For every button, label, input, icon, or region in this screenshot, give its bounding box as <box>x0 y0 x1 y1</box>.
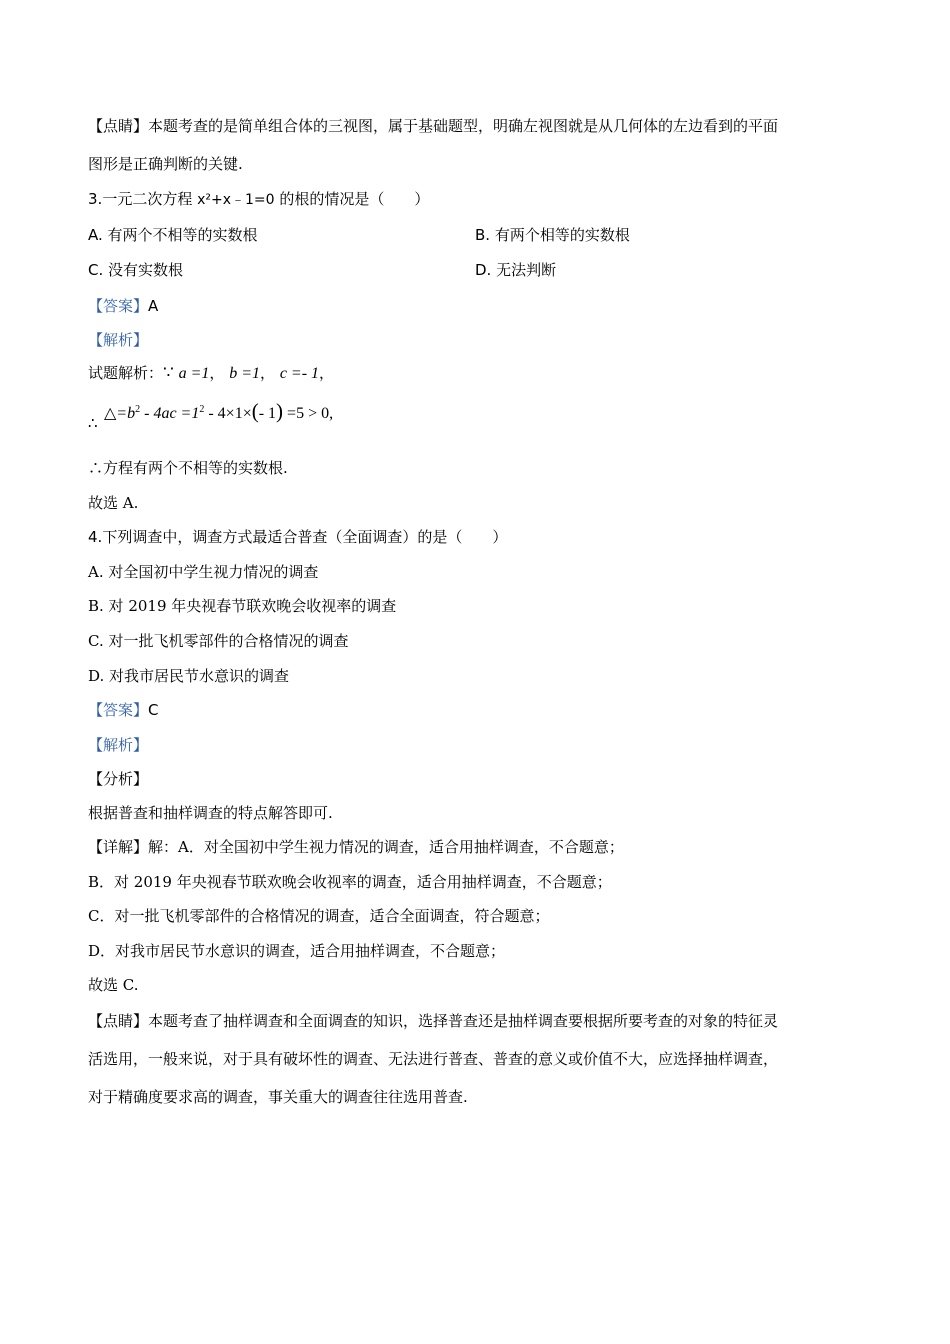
q3-answer: 【答案】A <box>88 297 159 315</box>
q3-therefore-symbol: ∴ <box>88 414 98 432</box>
q4-detail-a: 【详解】解：A．对全国初中学生视力情况的调查，适合用抽样调查，不合题意； <box>88 838 624 856</box>
q3-stem: 3.一元二次方程 x²+x﹣1=0 的根的情况是（ ） <box>88 190 430 208</box>
q4-detail-b: B．对 2019 年央视春节联欢晚会收视率的调查，适合用抽样调查，不合题意； <box>88 873 612 891</box>
q4-option-b: B. 对 2019 年央视春节联欢晚会收视率的调查 <box>88 597 397 615</box>
q4-dianjing-line-1: 【点睛】本题考查了抽样调查和全面调查的知识，选择普查还是抽样调查要根据所要考查的对象的特征灵 <box>88 1012 779 1030</box>
q4-dianjing-line-3: 对于精确度要求高的调查，事关重大的调查往往选用普查. <box>88 1088 468 1106</box>
q3-jiexi-tag: 【解析】 <box>88 331 149 349</box>
prev-dianjing-line-1: 【点睛】本题考查的是简单组合体的三视图，属于基础题型，明确左视图就是从几何体的左边看到的平面 <box>88 117 779 135</box>
q3-conclusion: ∴方程有两个不相等的实数根. <box>88 459 288 477</box>
dianjing-tag: 【点睛】 <box>88 1012 149 1030</box>
q4-dianjing-line-2: 活选用，一般来说，对于具有破坏性的调查、无法进行普查、普查的意义或价值不大，应选择抽样调查， <box>88 1050 779 1068</box>
q4-option-a: A. 对全国初中学生视力情况的调查 <box>88 563 319 581</box>
q4-option-d: D. 对我市居民节水意识的调查 <box>88 667 290 685</box>
dianjing-tag: 【点睛】 <box>88 117 149 135</box>
q3-option-a: A. 有两个不相等的实数根 <box>88 226 258 244</box>
q4-stem: 4.下列调查中，调查方式最适合普查（全面调查）的是（ ） <box>88 528 508 546</box>
q4-pick: 故选 C. <box>88 976 139 994</box>
q4-answer: 【答案】C <box>88 701 159 719</box>
q4-jiexi-tag: 【解析】 <box>88 736 149 754</box>
q4-detail-d: D．对我市居民节水意识的调查，适合用抽样调查，不合题意； <box>88 942 506 960</box>
q4-fenxi-text: 根据普查和抽样调查的特点解答即可. <box>88 804 333 822</box>
q3-option-b: B. 有两个相等的实数根 <box>475 226 630 244</box>
prev-dianjing-line-2: 图形是正确判断的关键. <box>88 155 243 173</box>
answer-tag: 【答案】 <box>88 297 149 315</box>
q3-solution-given: 试题解析：∵ a =1， b =1， c =- 1， <box>88 363 335 383</box>
q3-option-c: C. 没有实数根 <box>88 261 184 279</box>
q3-discriminant: $\triangle=b^2 - 4ac =1^2 - 4\times 1\times(-$ 1) =5 > 0, <box>104 399 334 423</box>
q4-detail-c: C．对一批飞机零部件的合格情况的调查，适合全面调查，符合题意； <box>88 907 550 925</box>
q3-equation: x²+x﹣1=0 <box>197 192 275 208</box>
q3-option-d: D. 无法判断 <box>475 261 557 279</box>
q4-fenxi-tag: 【分析】 <box>88 770 149 788</box>
answer-tag: 【答案】 <box>88 701 149 719</box>
q4-option-c: C. 对一批飞机零部件的合格情况的调查 <box>88 632 349 650</box>
q3-pick: 故选 A. <box>88 494 139 512</box>
